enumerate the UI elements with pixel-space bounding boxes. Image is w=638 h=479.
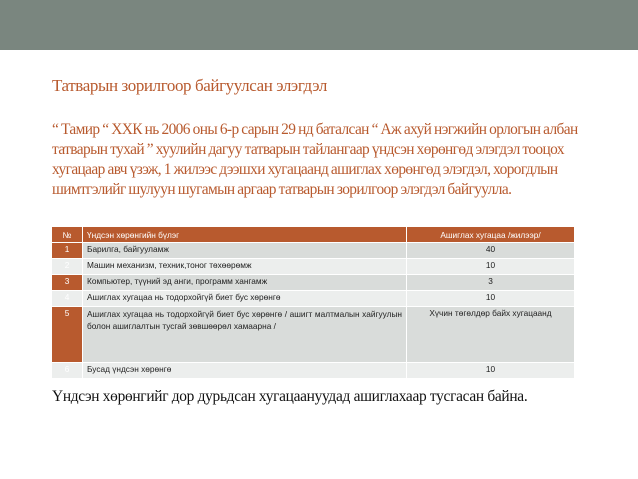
row-useful-life: Хүчин төгөлдөр байх хугацаанд xyxy=(407,307,575,363)
table-row xyxy=(52,363,575,379)
row-number: 6 xyxy=(52,363,83,379)
row-number: 5 xyxy=(52,307,83,363)
table-header-row xyxy=(52,227,575,243)
row-asset-group: Бусад үндсэн хөрөнгө xyxy=(83,363,407,379)
row-number: 4 xyxy=(52,291,83,307)
table-row xyxy=(52,307,575,363)
row-asset-group: Компьютер, түүний эд анги, программ хангамж xyxy=(83,275,407,291)
header-useful-life: Ашиглах хугацаа /жилээр/ xyxy=(407,227,575,243)
row-useful-life: 3 xyxy=(407,275,575,291)
table-row xyxy=(52,243,575,259)
header-asset-group: Үндсэн хөрөнгийн бүлэг xyxy=(83,227,407,243)
row-number: 2 xyxy=(52,259,83,275)
body-paragraph: “ Тамир “ ХХК нь 2006 оны 6-р сарын 29 нд баталсан “ Аж ахуй нэгжийн орлогын албан татварын тухай ” хуулийн дагуу татварын тайлангаар үндсэн хөрөнгөд элэгдэл тооцох хугацаар авч үзэж, 1 жилээс дээшхи хугацаанд ашиглах хөрөнгөд элэгдэл, хорогдлын шимтгэлийг шулуун шугамын аргаар татварын зорилгоор элэгдэл байгуулла. xyxy=(52,121,578,198)
row-asset-group: Машин механизм, техник,тоног төхөөрөмж xyxy=(83,259,407,275)
header-number: № xyxy=(52,227,83,243)
row-asset-group: Ашиглах хугацаа нь тодорхойгүй биет бус хөрөнгө / ашигт малтмалын хайгуулын болон ашиглалтын тусгай зөвшөөрөл хамаарна / xyxy=(83,307,407,363)
top-decorative-band xyxy=(0,0,638,50)
table-row xyxy=(52,275,575,291)
footer-paragraph: Үндсэн хөрөнгийг дор дурьдсан хугацаануудад ашиглахаар тусгасан байна. xyxy=(52,388,528,405)
slide-title: Татварын зорилгоор байгуулсан элэгдэл xyxy=(52,76,327,95)
row-useful-life: 10 xyxy=(407,259,575,275)
table-row xyxy=(52,291,575,307)
row-number: 1 xyxy=(52,243,83,259)
row-useful-life: 40 xyxy=(407,243,575,259)
row-useful-life: 10 xyxy=(407,363,575,379)
row-number: 3 xyxy=(52,275,83,291)
row-asset-group: Барилга, байгууламж xyxy=(83,243,407,259)
asset-depreciation-table xyxy=(52,227,575,378)
row-useful-life: 10 xyxy=(407,291,575,307)
table-row xyxy=(52,259,575,275)
row-asset-group: Ашиглах хугацаа нь тодорхойгүй биет бус хөрөнгө xyxy=(83,291,407,307)
